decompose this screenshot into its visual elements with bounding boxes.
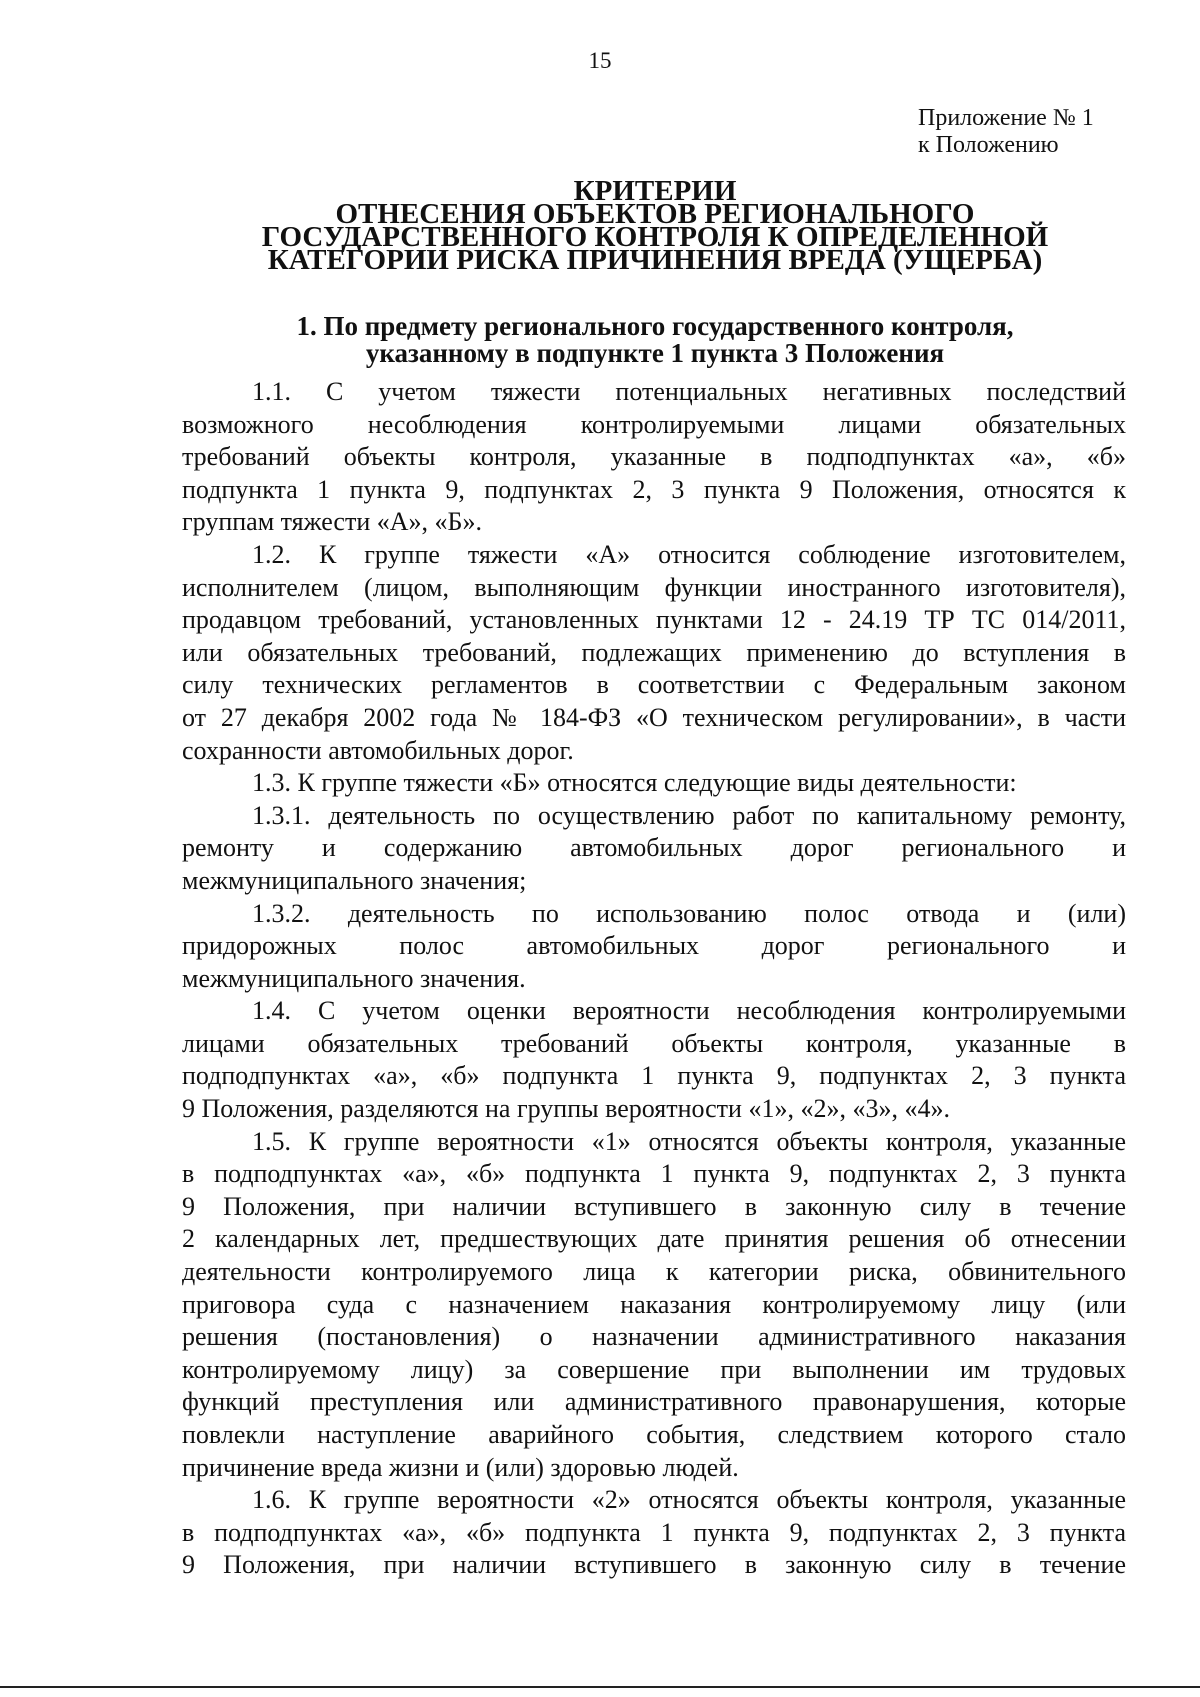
paragraph-line: в подподпунктах «а», «б» подпункта 1 пункта 9, подпунктах 2, 3 пункта xyxy=(182,1517,1126,1547)
document-title xyxy=(0,175,1200,276)
paragraph-line: 9 Положения, разделяются на группы вероятности «1», «2», «3», «4». xyxy=(182,1094,950,1124)
paragraph-line: 1.4. С учетом оценки вероятности несоблюдения контролируемыми xyxy=(252,996,1126,1026)
title-line: ОТНЕСЕНИЯ ОБЪЕКТОВ РЕГИОНАЛЬНОГО xyxy=(335,198,975,230)
paragraph-line: лицами обязательных требований объекты контроля, указанные в xyxy=(182,1028,1126,1058)
paragraph-line: 1.6. К группе вероятности «2» относятся объекты контроля, указанные xyxy=(252,1485,1126,1515)
paragraph-line: в подподпунктах «а», «б» подпункта 1 пункта 9, подпунктах 2, 3 пункта xyxy=(182,1159,1126,1189)
paragraph-line: межмуниципального значения. xyxy=(182,963,526,993)
section-heading-line: указанному в подпункте 1 пункта 3 Положения xyxy=(365,338,945,368)
paragraph-line: ремонту и содержанию автомобильных дорог регионального и xyxy=(182,833,1126,863)
paragraph-line: повлекли наступление аварийного события, следствием которого стало xyxy=(182,1420,1126,1449)
appendix-line: Приложение № 1 xyxy=(918,105,1094,131)
paragraph-line: 1.3.2. деятельность по использованию полос отвода и (или) xyxy=(252,898,1126,928)
paragraph-line: причинение вреда жизни и (или) здоровью людей. xyxy=(182,1452,739,1482)
paragraph-line: приговора суда с назначением наказания контролируемому лицу (или xyxy=(182,1289,1126,1319)
paragraph-line: контролируемому лицу) за совершение при выполнении им трудовых xyxy=(182,1354,1126,1384)
appendix-line: к Положению xyxy=(918,132,1059,158)
paragraph-line: деятельности контролируемого лица к категории риска, обвинительного xyxy=(182,1257,1126,1287)
section-heading-line: 1. По предмету регионального государственного контроля, xyxy=(296,311,1014,341)
title-line: КРИТЕРИИ xyxy=(573,175,737,207)
scan-bottom-edge xyxy=(0,1686,1200,1688)
paragraph-line: от 27 декабря 2002 года № 184-ФЗ «О техническом регулировании», в части xyxy=(182,702,1126,732)
appendix-reference xyxy=(918,105,1094,159)
paragraph-line: требований объекты контроля, указанные в подподпунктах «а», «б» xyxy=(182,442,1126,472)
paragraph-line: возможного несоблюдения контролируемыми лицами обязательных xyxy=(182,409,1126,439)
paragraph-line: группам тяжести «А», «Б». xyxy=(182,507,482,537)
paragraph-line: сохранности автомобильных дорог. xyxy=(182,735,574,765)
paragraph-line: 1.2. К группе тяжести «А» относится соблюдение изготовителем, xyxy=(252,539,1126,569)
paragraph-line: межмуниципального значения; xyxy=(182,865,527,895)
paragraph-line: 1.1. С учетом тяжести потенциальных негативных последствий xyxy=(252,377,1126,406)
paragraph-line: подподпунктах «а», «б» подпункта 1 пункта 9, подпунктах 2, 3 пункта xyxy=(182,1061,1126,1091)
paragraph-line: придорожных полос автомобильных дорог регионального и xyxy=(182,931,1126,961)
page-number: 15 xyxy=(588,48,612,73)
section-heading xyxy=(0,313,1200,367)
paragraph-line: исполнителем (лицом, выполняющим функции иностранного изготовителя), xyxy=(182,572,1126,602)
paragraph-line: 1.3. К группе тяжести «Б» относятся следующие виды деятельности: xyxy=(252,768,1017,798)
paragraph-line: или обязательных требований, подлежащих применению до вступления в xyxy=(182,637,1126,667)
paragraph-line: 9 Положения, при наличии вступившего в законную силу в течение xyxy=(182,1550,1126,1580)
paragraph-line: 9 Положения, при наличии вступившего в законную силу в течение xyxy=(182,1191,1126,1221)
paragraph-line: силу технических регламентов в соответствии с Федеральным законом xyxy=(182,670,1126,700)
paragraph-line: 1.5. К группе вероятности «1» относятся объекты контроля, указанные xyxy=(252,1126,1126,1156)
paragraph-line: продавцом требований, установленных пунктами 12 - 24.19 ТР ТС 014/2011, xyxy=(182,605,1126,635)
title-line: ГОСУДАРСТВЕННОГО КОНТРОЛЯ К ОПРЕДЕЛЕННОЙ xyxy=(261,221,1049,253)
paragraph-line: решения (постановления) о назначении административного наказания xyxy=(182,1322,1126,1352)
paragraph-line: подпункта 1 пункта 9, подпунктах 2, 3 пункта 9 Положения, относятся к xyxy=(182,474,1126,504)
body-text xyxy=(182,376,1126,1582)
title-line: КАТЕГОРИИ РИСКА ПРИЧИНЕНИЯ ВРЕДА (УЩЕРБА) xyxy=(267,244,1043,276)
paragraph-line: 2 календарных лет, предшествующих дате принятия решения об отнесении xyxy=(182,1224,1126,1254)
paragraph-line: 1.3.1. деятельность по осуществлению работ по капитальному ремонту, xyxy=(252,800,1126,830)
paragraph-line: функций преступления или административного правонарушения, которые xyxy=(182,1387,1126,1417)
